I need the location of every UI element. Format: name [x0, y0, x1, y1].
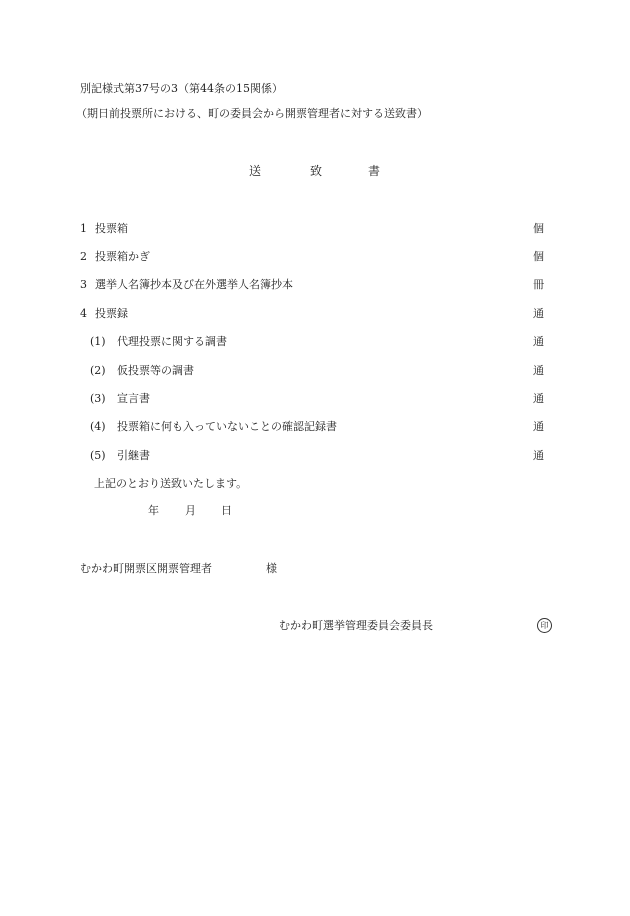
subitem-number: (1) [90, 335, 106, 348]
subitem-label: 仮投票等の調書 [117, 364, 194, 377]
subitem-unit: 通 [533, 335, 544, 348]
subitem-row-4 [0, 420, 630, 434]
honorific: 様 [266, 562, 277, 575]
subitem-label: 引継書 [117, 449, 150, 462]
subitem-row-5 [0, 449, 630, 463]
date-month-label: 月 [185, 504, 196, 517]
item-label: 選挙人名簿抄本及び在外選挙人名簿抄本 [95, 278, 293, 291]
subitem-unit: 通 [533, 449, 544, 462]
item-number: 3 [80, 278, 87, 291]
item-label: 投票箱かぎ [95, 250, 150, 263]
item-row-4 [0, 307, 630, 321]
item-unit: 冊 [533, 278, 544, 291]
form-description: （期日前投票所における、町の委員会から開票管理者に対する送致書） [76, 107, 428, 120]
sender: むかわ町選挙管理委員会委員長 [279, 619, 433, 632]
item-label: 投票箱 [95, 222, 128, 235]
subitem-unit: 通 [533, 364, 544, 377]
seal-mark: 印 [537, 618, 552, 633]
closing-statement: 上記のとおり送致いたします。 [94, 477, 248, 490]
item-unit: 個 [533, 250, 544, 263]
title-char-3: 書 [368, 164, 381, 178]
date-year-label: 年 [148, 504, 159, 517]
subitem-label: 宣言書 [117, 392, 150, 405]
item-row-3 [0, 278, 630, 292]
item-number: 2 [80, 250, 87, 263]
subitem-number: (4) [90, 420, 106, 433]
item-row-2 [0, 250, 630, 264]
subitem-unit: 通 [533, 392, 544, 405]
form-identifier: 別記様式第37号の3（第44条の15関係） [80, 82, 283, 95]
subitem-label: 投票箱に何も入っていないことの確認記録書 [117, 420, 337, 433]
subitem-row-3 [0, 392, 630, 406]
item-unit: 個 [533, 222, 544, 235]
item-number: 4 [80, 307, 87, 320]
addressee: むかわ町開票区開票管理者 [80, 562, 212, 575]
subitem-number: (3) [90, 392, 106, 405]
item-number: 1 [80, 222, 87, 235]
item-row-1 [0, 222, 630, 236]
document-title [0, 164, 630, 180]
subitem-row-2 [0, 364, 630, 378]
title-char-1: 送 [249, 164, 262, 178]
subitem-label: 代理投票に関する調書 [117, 335, 227, 348]
title-char-2: 致 [310, 164, 323, 178]
subitem-unit: 通 [533, 420, 544, 433]
subitem-number: (2) [90, 364, 106, 377]
subitem-number: (5) [90, 449, 106, 462]
date-day-label: 日 [221, 504, 232, 517]
item-label: 投票録 [95, 307, 128, 320]
item-unit: 通 [533, 307, 544, 320]
subitem-row-1 [0, 335, 630, 349]
